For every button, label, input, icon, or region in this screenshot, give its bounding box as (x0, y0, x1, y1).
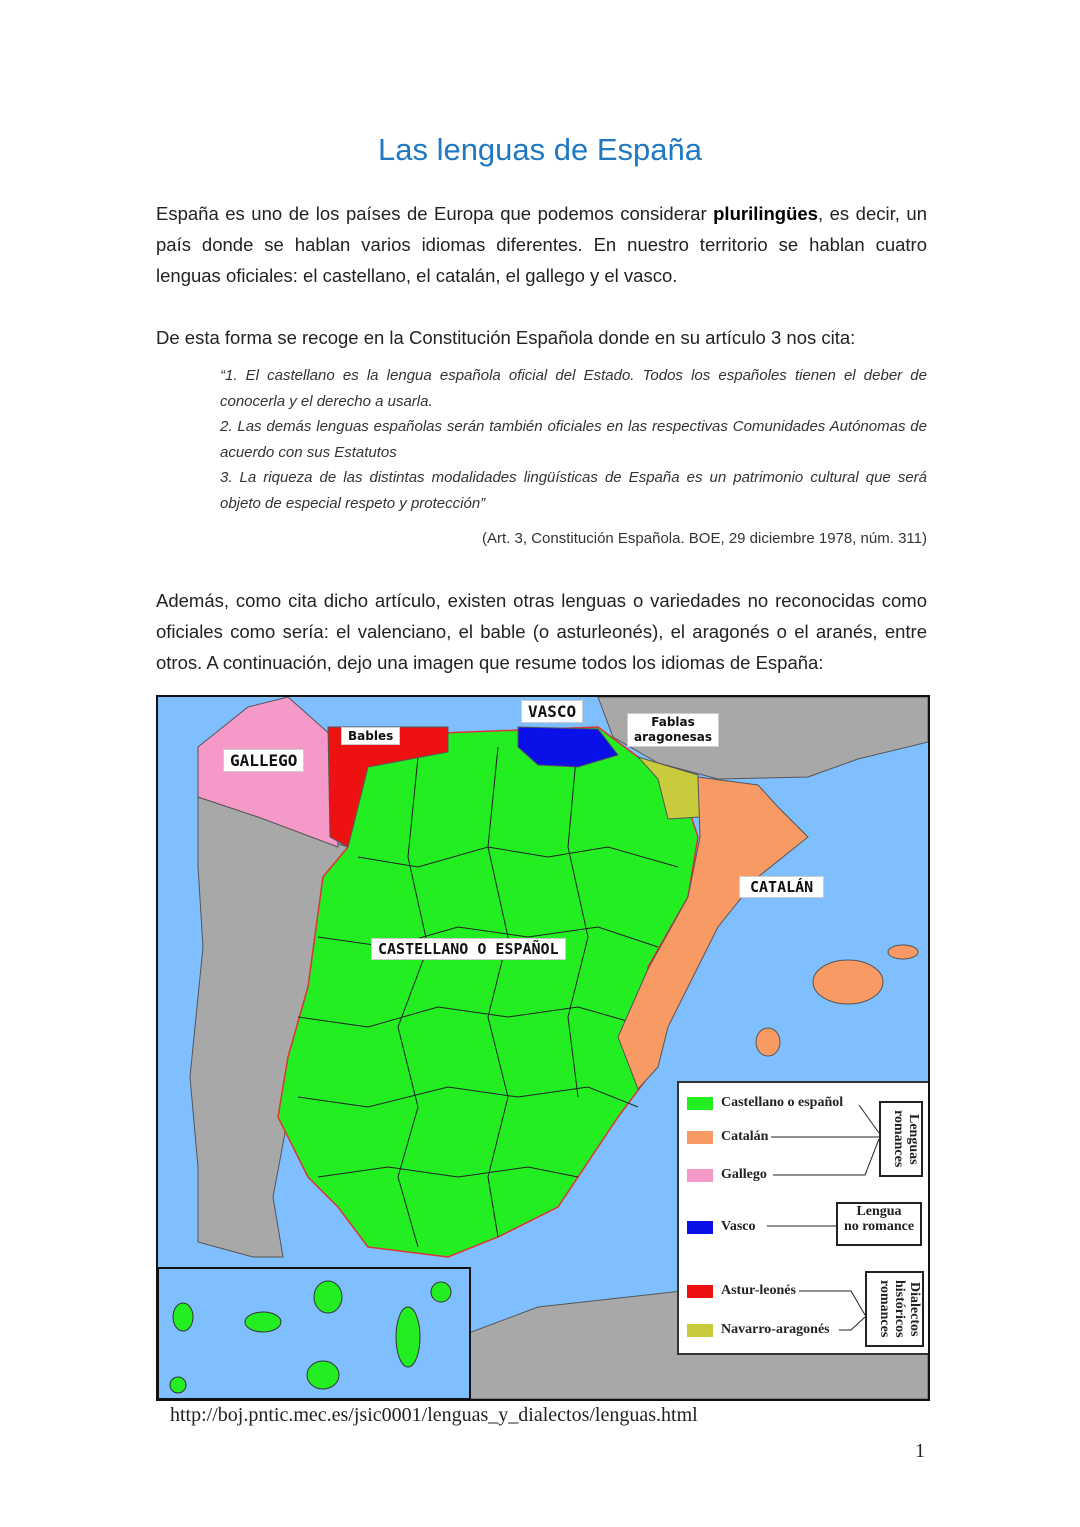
mallorca-island (813, 960, 883, 1004)
label-fablas-line1: Fablas (651, 715, 695, 729)
group-lenguas-romances: Lenguas romances (879, 1101, 923, 1177)
source-url: http://boj.pntic.mec.es/jsic0001/lenguas_y_dialectos/lenguas.html (170, 1404, 698, 1426)
legend-item-navarro-aragones (687, 1322, 830, 1338)
menorca-island (888, 945, 918, 959)
keyword-plurilingues: plurilingües (713, 203, 818, 224)
citation: (Art. 3, Constitución Española. BOE, 29 diciembre 1978, núm. 311) (482, 530, 927, 547)
legend-swatch (687, 1221, 713, 1234)
legend-swatch (687, 1131, 713, 1144)
label-catalan: CATALÁN (739, 876, 824, 898)
label-bables: Bables (341, 727, 400, 745)
language-map (156, 695, 930, 1401)
page-number: 1 (915, 1440, 925, 1462)
constitution-intro: De esta forma se recoge en la Constitución Española donde en su artículo 3 nos cita: (156, 327, 856, 348)
legend-item-vasco (687, 1219, 756, 1235)
label-vasco: VASCO (521, 700, 583, 723)
other-languages-paragraph: Además, como cita dicho artículo, existen otras lenguas o variedades no reconocidas como oficiales como sería: el valenciano, el bable (o asturleonés), el aragonés o el aranés, entre otros. A continuación, dejo una imagen que resume todos los idiomas de España: (156, 590, 927, 673)
group-dialectos-historicos: Dialectos históricos romances (865, 1271, 924, 1347)
legend-label: Navarro-aragonés (721, 1322, 830, 1337)
group-no-romance-line1: Lengua (856, 1204, 902, 1219)
intro-text: España es uno de los países de Europa que podemos considerar (156, 203, 714, 224)
group-no-romance-line2: no romance (843, 1219, 915, 1234)
quote-item: 3. La riqueza de las distintas modalidades lingüísticas de España es un patrimonio cultural que será objeto de especial respeto y protección” (220, 469, 927, 512)
legend-label: Astur-leonés (721, 1283, 796, 1298)
legend-label: Vasco (721, 1219, 756, 1234)
legend-swatch (687, 1169, 713, 1182)
legend-label: Castellano o español (721, 1095, 844, 1110)
intro-paragraph (156, 198, 927, 291)
legend-item-catalan (687, 1129, 768, 1145)
legend-label: Gallego (721, 1167, 767, 1182)
legend-label: Catalán (721, 1129, 769, 1144)
intro-text-rest: , es decir, un país donde se hablan varios idiomas diferentes. En nuestro territorio se hablan cuatro lenguas oficiales: el castellano, el catalán, el gallego y el vasco. (156, 203, 927, 286)
label-fablas-line2: aragonesas (634, 730, 713, 744)
label-castellano: CASTELLANO O ESPAÑOL (371, 938, 566, 960)
quote-item: 2. Las demás lenguas españolas serán también oficiales en las respectivas Comunidades Autónomas de acuerdo con sus Estatutos (220, 418, 927, 461)
legend-item-asturleones (687, 1283, 796, 1299)
map-legend (677, 1081, 930, 1355)
page-title: Las lenguas de España (377, 132, 703, 167)
label-gallego: GALLEGO (223, 749, 304, 772)
label-fablas-aragonesas (627, 713, 719, 747)
legend-item-castellano (687, 1095, 843, 1111)
ibiza-island (756, 1028, 780, 1056)
quote-item: “1. El castellano es la lengua española oficial del Estado. Todos los españoles tienen el deber de conocerla y el derecho a usarla. (220, 367, 927, 410)
legend-swatch (687, 1324, 713, 1337)
legend-swatch (687, 1097, 713, 1110)
group-lengua-no-romance (836, 1202, 922, 1246)
legend-swatch (687, 1285, 713, 1298)
constitution-quote (220, 363, 927, 516)
legend-item-gallego (687, 1167, 767, 1183)
